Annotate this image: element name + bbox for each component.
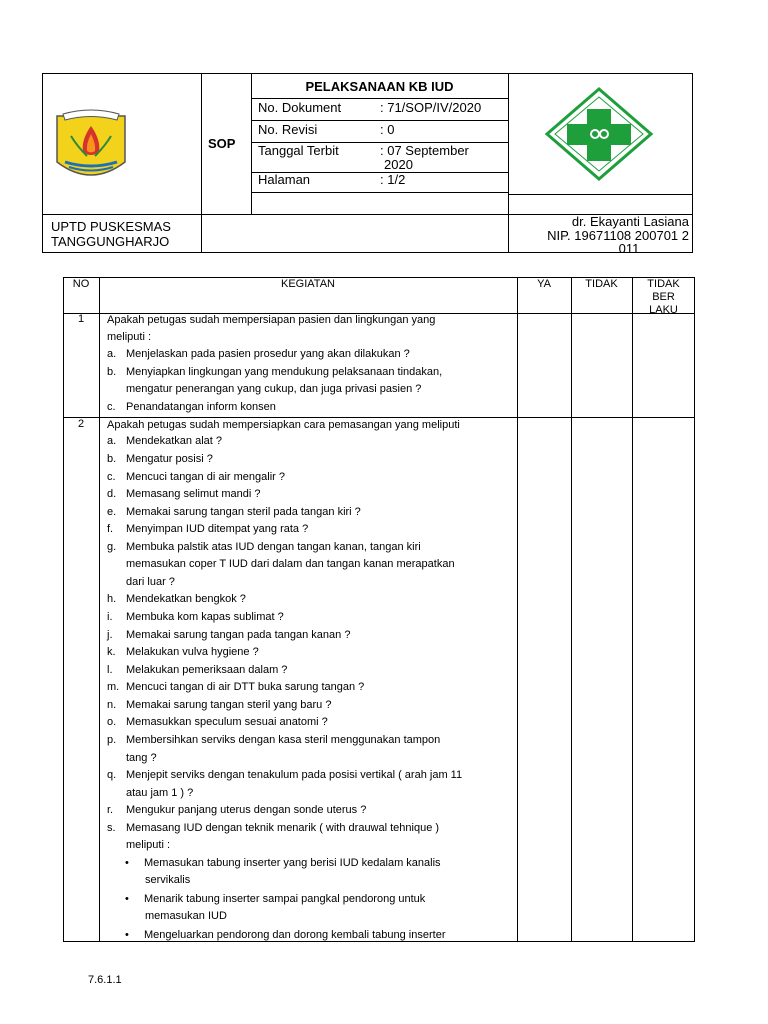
revision-value: : 0 [380, 122, 395, 137]
list-item-cont: meliputi : [126, 839, 171, 851]
signer-name: dr. Ekayanti Lasiana [571, 214, 689, 229]
col-header-tidak: TIDAK [585, 278, 618, 290]
revision-label: No. Revisi [258, 122, 318, 137]
doc-number-value: : 71/SOP/IV/2020 [380, 100, 482, 115]
list-item: h. Mendekatkan bengkok ? [107, 593, 246, 605]
list-item: l. Melakukan pemeriksaan dalam ? [107, 664, 288, 676]
bullet-item: • Menarik tabung inserter sampai pangkal pendorong untuk [125, 893, 426, 905]
issue-date-value: : 07 September [380, 143, 469, 158]
bullet-item: • Memasukan tabung inserter yang berisi IUD kedalam kanalis [125, 857, 441, 869]
list-item: c. Mencuci tangan di air mengalir ? [107, 471, 285, 483]
list-item: n. Memakai sarung tangan steril yang baru ? [107, 699, 332, 711]
col-header-no: NO [72, 278, 90, 290]
row-1-number: 1 [77, 313, 85, 325]
list-item: g. Membuka palstik atas IUD dengan tangan kanan, tangan kiri [107, 541, 421, 553]
list-item: j. Memakai sarung tangan pada tangan kanan ? [107, 629, 351, 641]
org-name-line2: TANGGUNGHARJO [51, 234, 170, 249]
signer-nip-line1: NIP. 19671108 200701 2 [547, 228, 689, 243]
list-item: f. Menyimpan IUD ditempat yang rata ? [107, 523, 309, 535]
col-header-tidak-berlaku: TIDAK BER LAKU [647, 278, 680, 316]
list-item-cont: tang ? [126, 752, 157, 764]
list-item: a. Mendekatkan alat ? [107, 435, 223, 447]
row-2-question: Apakah petugas sudah mempersiapkan cara pemasangan yang meliputi [107, 419, 460, 431]
puskesmas-logo [543, 87, 655, 186]
row-2-number: 2 [77, 418, 85, 430]
list-item-cont: mengatur penerangan yang cukup, dan juga privasi pasien ? [126, 383, 422, 395]
bullet-item-cont: servikalis [145, 874, 191, 886]
list-item: i. Membuka kom kapas sublimat ? [107, 611, 284, 623]
row-1-question-cont: meliputi : [107, 331, 152, 343]
col-header-kegiatan: KEGIATAN [281, 278, 335, 290]
bullet-item: • Mengeluarkan pendorong dan dorong kembali tabung inserter [125, 929, 446, 941]
document-title: PELAKSANAAN KB IUD [305, 79, 454, 94]
list-item-cont: dari luar ? [126, 576, 175, 588]
sop-label: SOP [208, 136, 236, 151]
list-item: b. Mengatur posisi ? [107, 453, 213, 465]
list-item-cont: atau jam 1 ) ? [126, 787, 194, 799]
regency-logo [51, 106, 131, 191]
sop-header [42, 73, 693, 256]
col-header-ya: YA [537, 278, 551, 290]
list-item: e. Memakai sarung tangan steril pada tangan kiri ? [107, 506, 361, 518]
signer-nip-line2: 011 [618, 241, 640, 256]
list-item: o. Memasukkan speculum sesuai anatomi ? [107, 716, 328, 728]
footer-code: 7.6.1.1 [88, 974, 122, 986]
list-item: c. Penandatangan inform konsen [107, 401, 276, 413]
org-name-line1: UPTD PUSKESMAS [51, 219, 171, 234]
list-item: p. Membersihkan serviks dengan kasa steril menggunakan tampon [107, 734, 441, 746]
list-item: q. Menjepit serviks dengan tenakulum pada posisi vertikal ( arah jam 11 [107, 769, 463, 781]
list-item: r. Mengukur panjang uterus dengan sonde uterus ? [107, 804, 367, 816]
list-item: k. Melakukan vulva hygiene ? [107, 646, 259, 658]
issue-date-label: Tanggal Terbit [258, 143, 339, 158]
list-item-cont: memasukan coper T IUD dari dalam dan tangan kanan merapatkan [126, 558, 455, 570]
doc-number-label: No. Dokument [258, 100, 342, 115]
list-item: d. Memasang selimut mandi ? [107, 488, 261, 500]
list-item: s. Memasang IUD dengan teknik menarik ( with drauwal tehnique ) [107, 822, 440, 834]
bullet-item-cont: memasukan IUD [145, 910, 227, 922]
list-item: m. Mencuci tangan di air DTT buka sarung tangan ? [107, 681, 365, 693]
row-1-question: Apakah petugas sudah mempersiapan pasien dan lingkungan yang [107, 314, 436, 326]
page-label: Halaman [258, 172, 311, 187]
issue-date-year: 2020 [384, 157, 413, 172]
list-item: a. Menjelaskan pada pasien prosedur yang akan dilakukan ? [107, 348, 410, 360]
list-item: b. Menyiapkan lingkungan yang mendukung pelaksanaan tindakan, [107, 366, 443, 378]
page-value: : 1/2 [380, 172, 406, 187]
